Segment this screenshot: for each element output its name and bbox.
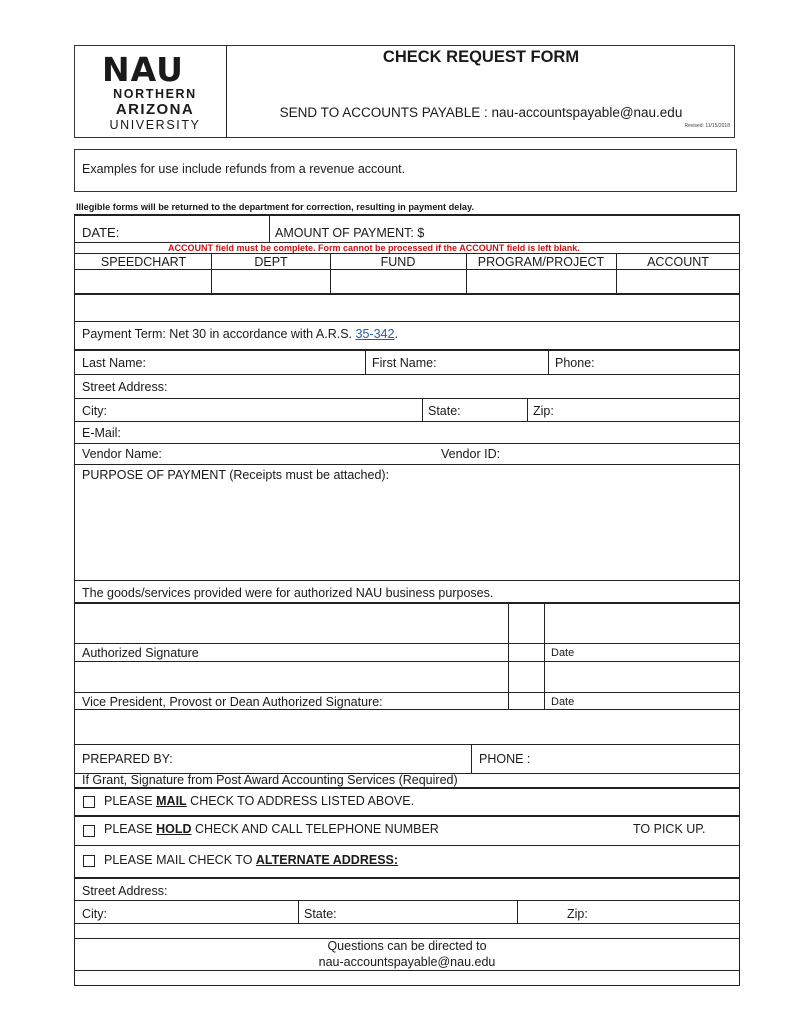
vp-signature-label: Vice President, Provost or Dean Authorized Signature:: [82, 695, 383, 709]
rule: [74, 321, 740, 322]
form-top-rule: [74, 214, 740, 216]
account-field[interactable]: [618, 271, 738, 292]
rule: [74, 580, 740, 581]
date-field[interactable]: [125, 218, 265, 240]
vp-date-label: Date: [551, 696, 575, 708]
alt-pre: PLEASE MAIL CHECK TO: [104, 853, 256, 867]
ars-link[interactable]: 35-342: [355, 327, 395, 341]
state-label: State:: [428, 404, 461, 418]
col-divider: [466, 253, 467, 294]
form-title: CHECK REQUEST FORM: [382, 48, 580, 66]
hold-pre: PLEASE: [104, 822, 157, 836]
email-label: E-Mail:: [82, 426, 121, 440]
rule: [74, 293, 740, 295]
col-divider: [544, 603, 545, 709]
date-amount-divider: [269, 216, 270, 242]
street-address-label: Street Address:: [82, 380, 168, 394]
col-fund: FUND: [380, 255, 416, 269]
alternate-option-label: [104, 853, 398, 867]
alt-state-label: State:: [304, 907, 337, 921]
logo-mark: NAU: [102, 50, 184, 89]
vendor-id-label: Vendor ID:: [441, 447, 501, 461]
vp-date-field[interactable]: [548, 664, 736, 690]
authorized-date-field[interactable]: [548, 606, 736, 642]
purpose-field[interactable]: [78, 485, 736, 577]
rule: [74, 877, 740, 879]
alt-city-label: City:: [82, 907, 107, 921]
authorized-date-label: Date: [551, 647, 575, 659]
first-name-label: First Name:: [372, 356, 437, 370]
rule: [74, 643, 740, 644]
rule: [74, 374, 740, 375]
grant-note: If Grant, Signature from Post Award Accounting Services (Required): [82, 773, 458, 787]
mail-post: CHECK TO ADDRESS LISTED ABOVE.: [186, 794, 415, 808]
rule: [74, 661, 740, 662]
date-label: DATE:: [82, 225, 120, 240]
fund-field[interactable]: [332, 271, 464, 292]
col-divider: [616, 253, 617, 294]
col-divider: [527, 398, 528, 421]
phone-field[interactable]: [600, 352, 736, 372]
col-program-project: PROGRAM/PROJECT: [477, 255, 605, 269]
rule: [74, 692, 740, 693]
footer-line-1: Questions can be directed to: [327, 939, 487, 953]
vendor-name-field[interactable]: [170, 445, 435, 463]
rule: [74, 709, 740, 710]
city-field[interactable]: [112, 401, 417, 420]
rule: [74, 845, 740, 846]
street-address-field[interactable]: [175, 377, 735, 397]
nau-logo: [96, 52, 214, 134]
send-to-line: SEND TO ACCOUNTS PAYABLE : nau-accountspayable@nau.edu: [279, 105, 683, 120]
rule: [74, 443, 740, 444]
prepared-by-label: PREPARED BY:: [82, 752, 173, 766]
speedchart-field[interactable]: [76, 271, 209, 292]
mail-key: MAIL: [156, 794, 187, 808]
col-divider: [211, 253, 212, 294]
hold-post: CHECK AND CALL TELEPHONE NUMBER: [191, 822, 439, 836]
vp-signature-field[interactable]: [78, 664, 504, 690]
mail-pre: PLEASE: [104, 794, 157, 808]
vendor-id-field[interactable]: [508, 445, 734, 463]
alt-street-field[interactable]: [175, 881, 735, 899]
payment-term-suffix: .: [394, 327, 398, 341]
authorized-purposes-statement: The goods/services provided were for authorized NAU business purposes.: [82, 586, 494, 600]
alt-zip-label: Zip:: [567, 907, 588, 921]
alt-state-field[interactable]: [345, 903, 513, 921]
col-divider: [298, 900, 299, 923]
alternate-address-checkbox[interactable]: [83, 855, 95, 867]
amount-field[interactable]: [435, 218, 735, 240]
phone-label: Phone:: [555, 356, 595, 370]
rule: [74, 253, 740, 254]
prepared-phone-label: PHONE :: [479, 752, 531, 766]
zip-field[interactable]: [560, 401, 735, 420]
rule: [74, 269, 740, 270]
footer-email: nau-accountspayable@nau.edu: [318, 955, 496, 969]
vendor-name-label: Vendor Name:: [82, 447, 162, 461]
rule: [74, 923, 740, 924]
rule: [74, 744, 740, 745]
rule: [74, 349, 740, 351]
program-project-field[interactable]: [468, 271, 614, 292]
alt-zip-field[interactable]: [595, 903, 735, 921]
authorized-signature-label: Authorized Signature: [82, 646, 199, 660]
email-field[interactable]: [128, 423, 733, 442]
hold-option-end: TO PICK UP.: [633, 822, 706, 836]
rule: [74, 464, 740, 465]
logo-line-2: ARIZONA: [115, 101, 195, 118]
account-warning: ACCOUNT field must be complete. Form cannot be processed if the ACCOUNT field is left blank.: [168, 243, 580, 253]
col-account: ACCOUNT: [647, 255, 709, 269]
alt-street-label: Street Address:: [82, 884, 168, 898]
first-name-field[interactable]: [442, 352, 544, 372]
amount-label: AMOUNT OF PAYMENT: $: [275, 226, 425, 240]
revised-date: Revised: 11/15/2018: [684, 123, 730, 129]
rule: [74, 815, 740, 817]
hold-key: HOLD: [156, 822, 192, 836]
hold-option-label: [104, 822, 439, 836]
col-divider: [330, 253, 331, 294]
authorized-signature-field[interactable]: [78, 606, 504, 642]
mail-option-label: [104, 794, 414, 808]
col-divider: [517, 900, 518, 923]
col-divider: [548, 350, 549, 374]
zip-label: Zip:: [533, 404, 554, 418]
illegible-notice: Illegible forms will be returned to the department for correction, resulting in payment delay.: [76, 202, 475, 212]
col-divider: [471, 744, 472, 773]
payment-term: [82, 327, 398, 341]
col-divider: [422, 398, 423, 421]
logo-line-3: UNIVERSITY: [109, 118, 201, 132]
rule: [74, 970, 740, 971]
alt-key: ALTERNATE ADDRESS:: [255, 853, 399, 867]
rule: [74, 787, 740, 789]
last-name-field[interactable]: [152, 352, 362, 372]
city-label: City:: [82, 404, 107, 418]
dept-field[interactable]: [213, 271, 328, 292]
hold-checkbox[interactable]: [83, 825, 95, 837]
examples-text: Examples for use include refunds from a revenue account.: [82, 162, 406, 176]
state-field[interactable]: [468, 401, 523, 420]
prepared-phone-field[interactable]: [535, 747, 735, 771]
last-name-label: Last Name:: [82, 356, 146, 370]
mail-checkbox[interactable]: [83, 796, 95, 808]
logo-line-1: NORTHERN: [113, 87, 197, 101]
col-speedchart: SPEEDCHART: [100, 255, 187, 269]
payment-term-prefix: Payment Term: Net 30 in accordance with A.R.S.: [82, 327, 356, 341]
col-divider: [365, 350, 366, 374]
rule: [74, 398, 740, 399]
col-dept: DEPT: [254, 255, 288, 269]
col-divider: [508, 603, 509, 709]
purpose-label: PURPOSE OF PAYMENT (Receipts must be attached):: [82, 468, 390, 482]
rule: [74, 602, 740, 604]
rule: [74, 900, 740, 901]
alt-city-field[interactable]: [112, 903, 294, 921]
rule: [74, 421, 740, 422]
prepared-by-field[interactable]: [182, 747, 467, 771]
